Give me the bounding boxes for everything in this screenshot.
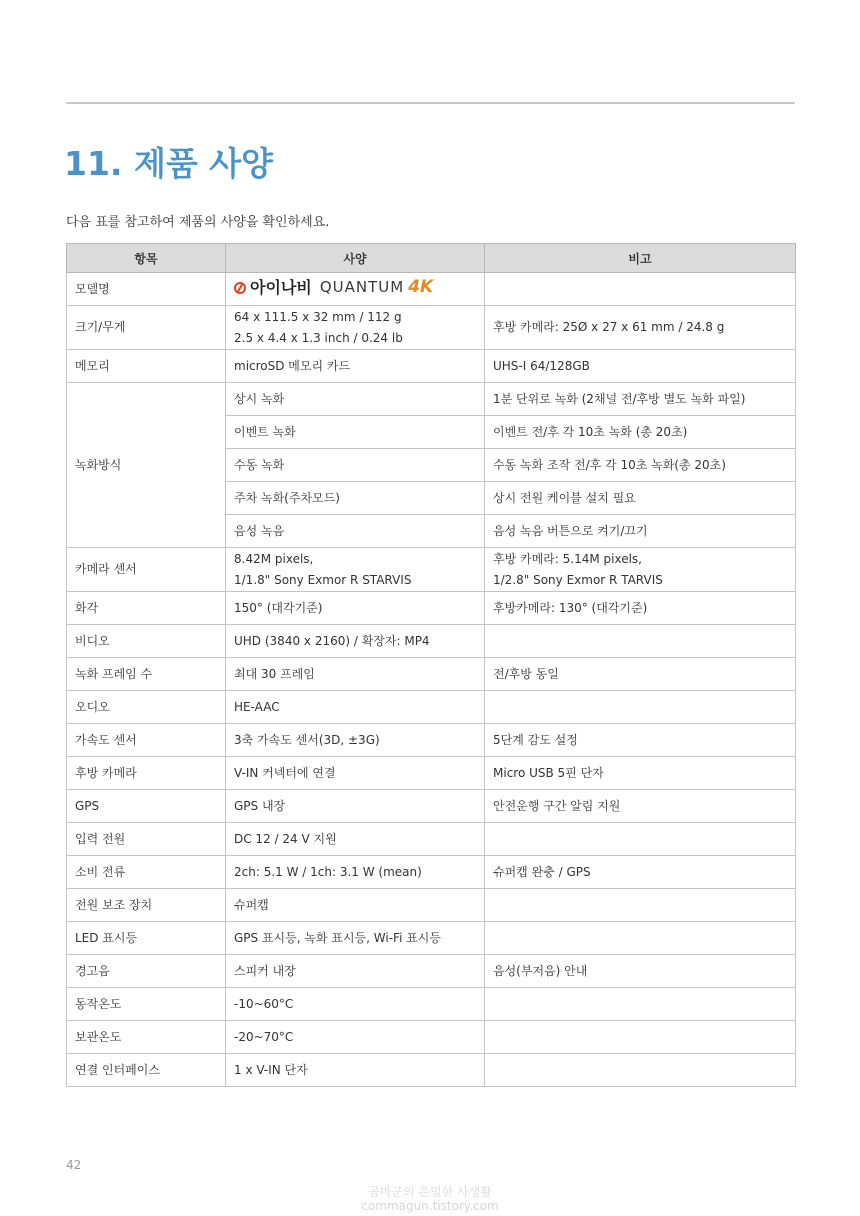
cell-note [485,350,796,383]
cell-spec [226,658,485,691]
table-row [67,691,796,724]
spec-line: HE-AAC [234,699,280,714]
cell-note [485,790,796,823]
cell-item: LED 표시등 [67,922,226,955]
cell-note [485,548,796,592]
page-number: 42 [66,1158,82,1172]
spec-line: DC 12 / 24 V 지원 [234,831,337,846]
cell-note [485,658,796,691]
note-line: 1/2.8" Sony Exmor R TARVIS [493,572,663,587]
table-row [67,1021,796,1054]
cell-note [485,856,796,889]
spec-line: 1/1.8" Sony Exmor R STARVIS [234,572,412,587]
cell-note [485,724,796,757]
table-row [67,988,796,1021]
inavi-quantum-4k-logo [234,277,433,298]
cell-note [485,757,796,790]
table-row [67,790,796,823]
spec-line: 150° (대각기준) [234,600,323,615]
note-line: 상시 전원 케이블 설치 필요 [493,490,636,505]
table-row [67,889,796,922]
spec-line: -10~60°C [234,996,294,1011]
cell-item: 비디오 [67,625,226,658]
cell-spec [226,548,485,592]
cell-note [485,592,796,625]
watermark-line-1: 곰마군의 은밀한 사생활 [368,1185,492,1199]
logo-suffix: 4K [408,277,434,298]
cell-item: 카메라 센서 [67,548,226,592]
cell-spec [226,515,485,548]
cell-note [485,306,796,350]
spec-line: UHD (3840 x 2160) / 확장자: MP4 [234,633,430,648]
note-line: 후방카메라: 130° (대각기준) [493,600,648,615]
note-line: 5단계 감도 설정 [493,732,578,747]
cell-note [485,449,796,482]
spec-line: microSD 메모리 카드 [234,358,351,373]
cell-item: 연결 인터페이스 [67,1054,226,1087]
cell-item: 경고음 [67,955,226,988]
table-row [67,658,796,691]
cell-spec [226,449,485,482]
note-line: 슈퍼캡 완충 / GPS [493,864,591,879]
cell-spec [226,724,485,757]
cell-spec [226,625,485,658]
spec-line: -20~70°C [234,1029,294,1044]
header-item: 항목 [67,244,226,273]
table-row [67,922,796,955]
cell-item: GPS [67,790,226,823]
spec-line: 64 x 111.5 x 32 mm / 112 g [234,309,402,324]
cell-item: 화각 [67,592,226,625]
table-row [67,350,796,383]
cell-note [485,482,796,515]
note-line: 후방 카메라: 25Ø x 27 x 61 mm / 24.8 g [493,320,725,334]
spec-line: 스피커 내장 [234,963,296,978]
cell-note [485,416,796,449]
cell-spec [226,889,485,922]
table-row [67,306,796,350]
note-line: 수동 녹화 조작 전/후 각 10초 녹화(총 20초) [493,457,726,472]
cell-note [485,273,796,306]
table-row [67,625,796,658]
cell-item: 동작온도 [67,988,226,1021]
cell-spec [226,273,485,306]
note-line: Micro USB 5핀 단자 [493,765,604,780]
cell-spec [226,482,485,515]
cell-spec [226,955,485,988]
spec-line: 최대 30 프레임 [234,666,315,681]
table-row [67,1054,796,1087]
cell-spec [226,823,485,856]
top-rule [66,102,795,104]
spec-line: 8.42M pixels, [234,551,314,566]
cell-item: 후방 카메라 [67,757,226,790]
spec-line: 슈퍼캡 [234,897,269,912]
cell-spec [226,691,485,724]
table-row [67,757,796,790]
table-row [67,823,796,856]
note-line: 음성 녹음 버튼으로 켜기/끄기 [493,523,648,538]
cell-item: 소비 전류 [67,856,226,889]
cell-note [485,383,796,416]
cell-spec [226,1054,485,1087]
note-line: 전/후방 동일 [493,666,559,681]
spec-line: 수동 녹화 [234,457,285,472]
table-row [67,548,796,592]
table-row [67,592,796,625]
table-header-row [67,244,796,273]
spec-line: V-IN 커넥터에 연결 [234,765,336,780]
cell-spec [226,416,485,449]
cell-item: 녹화방식 [67,383,226,548]
note-line: 1분 단위로 녹화 (2채널 전/후방 별도 녹화 파일) [493,391,746,406]
cell-item: 크기/무게 [67,306,226,350]
cell-spec [226,922,485,955]
spec-table [66,243,796,1087]
cell-item: 녹화 프레임 수 [67,658,226,691]
logo-brand: 아이나비 [250,278,312,298]
cell-item: 전원 보조 장치 [67,889,226,922]
cell-spec [226,757,485,790]
table-row [67,856,796,889]
cell-spec [226,350,485,383]
cell-note [485,625,796,658]
table-row [67,724,796,757]
spec-line: 1 x V-IN 단자 [234,1062,308,1077]
cell-item: 보관온도 [67,1021,226,1054]
cell-spec [226,306,485,350]
spec-line: 주차 녹화(주차모드) [234,490,340,505]
spec-line: 3축 가속도 센서(3D, ±3G) [234,732,380,747]
cell-item: 모델명 [67,273,226,306]
cell-item: 메모리 [67,350,226,383]
cell-note [485,922,796,955]
note-line: 이벤트 전/후 각 10초 녹화 (총 20초) [493,424,688,439]
inavi-mark-icon [234,282,246,294]
cell-note [485,1054,796,1087]
header-note: 비고 [485,244,796,273]
header-spec: 사양 [226,244,485,273]
cell-spec [226,988,485,1021]
spec-line: GPS 표시등, 녹화 표시등, Wi-Fi 표시등 [234,930,441,945]
cell-note [485,955,796,988]
note-line: UHS-I 64/128GB [493,358,590,373]
spec-line: 2ch: 5.1 W / 1ch: 3.1 W (mean) [234,864,422,879]
cell-note [485,823,796,856]
spec-line: 2.5 x 4.4 x 1.3 inch / 0.24 lb [234,330,403,345]
table-row [67,383,796,416]
cell-spec [226,790,485,823]
cell-note [485,515,796,548]
spec-line: 상시 녹화 [234,391,285,406]
watermark-line-2: commagun.tistory.com [361,1199,499,1213]
cell-note [485,988,796,1021]
spec-line: 이벤트 녹화 [234,424,296,439]
spec-line: 음성 녹음 [234,523,285,538]
intro-text: 다음 표를 참고하여 제품의 사양을 확인하세요. [66,215,330,230]
cell-item: 입력 전원 [67,823,226,856]
spec-line: GPS 내장 [234,798,286,813]
cell-note [485,691,796,724]
cell-note [485,1021,796,1054]
cell-item: 가속도 센서 [67,724,226,757]
cell-item: 오디오 [67,691,226,724]
note-line: 음성(부저음) 안내 [493,963,588,978]
cell-spec [226,1021,485,1054]
table-row [67,955,796,988]
table-row [67,273,796,306]
logo-model: QUANTUM [319,278,405,297]
cell-spec [226,592,485,625]
cell-spec [226,856,485,889]
cell-spec [226,383,485,416]
note-line: 후방 카메라: 5.14M pixels, [493,551,642,566]
cell-note [485,889,796,922]
section-title: 11. 제품 사양 [64,144,273,183]
note-line: 안전운행 구간 알림 지원 [493,798,621,813]
